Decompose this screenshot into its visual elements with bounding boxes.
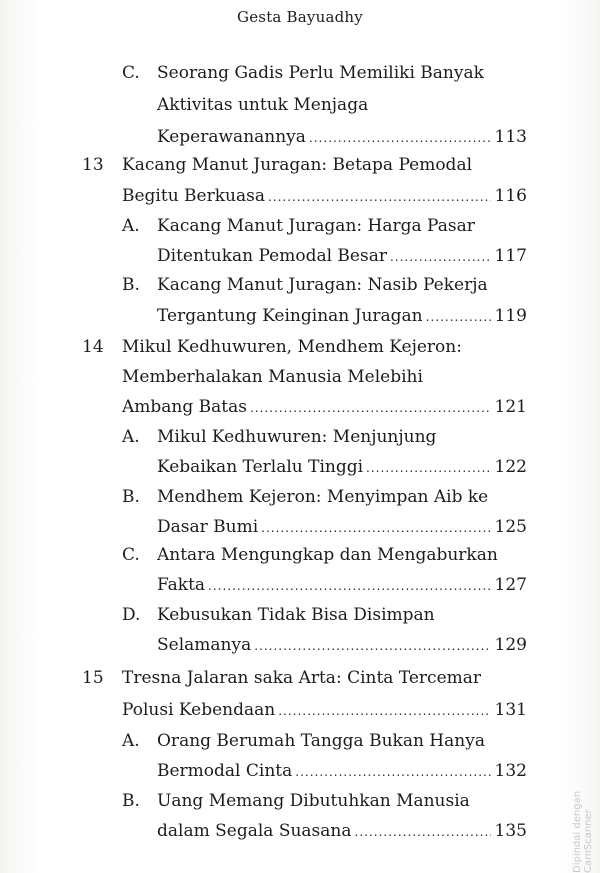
toc-entry-line: Orang Berumah Tangga Bukan Hanya (157, 731, 485, 751)
toc-entry-label: B. (122, 275, 140, 295)
toc-chapter-number: 15 (82, 668, 104, 688)
scanner-watermark: Dipindai dengan CamScanner (572, 790, 594, 873)
toc-page-number: 121 (494, 397, 527, 417)
toc-entry-line: Uang Memang Dibutuhkan Manusia (157, 791, 470, 811)
toc-chapter-line: Polusi Kebendaan (122, 700, 276, 720)
toc-entry-label: B. (122, 487, 140, 507)
toc-page-number: 119 (494, 306, 527, 326)
toc-entry-label: A. (122, 731, 140, 751)
toc-page-number: 122 (494, 457, 527, 477)
toc-entry-leader-line (157, 572, 527, 598)
toc-chapter-number: 14 (82, 337, 104, 357)
dot-leader (309, 125, 491, 151)
toc-entry-label: A. (122, 216, 140, 236)
toc-entry-leader-line (157, 514, 527, 540)
dot-leader (208, 573, 491, 599)
toc-entry-leader-line (157, 124, 527, 150)
toc-entry-line: Ditentukan Pemodal Besar (157, 246, 387, 266)
dot-leader (261, 515, 490, 541)
toc-page-number: 125 (494, 517, 527, 537)
toc-entry-line: Aktivitas untuk Menjaga (157, 95, 369, 115)
toc-chapter-leader-line (122, 697, 527, 723)
toc-entry-label: D. (122, 605, 141, 625)
toc-entry-line: Kebaikan Terlalu Tinggi (157, 457, 364, 477)
toc-entry-label: B. (122, 791, 140, 811)
toc-chapter-line: Mikul Kedhuwuren, Mendhem Kejeron: (122, 337, 462, 357)
toc-entry-label: C. (122, 545, 140, 565)
dot-leader (355, 819, 491, 845)
toc-page-number: 132 (494, 761, 527, 781)
toc-chapter-leader-line (122, 394, 527, 420)
toc-chapter-line: Ambang Batas (122, 397, 247, 417)
toc-entry-line: Fakta (157, 575, 206, 595)
toc-page-number: 116 (494, 186, 527, 206)
dot-leader (268, 184, 491, 210)
toc-entry-leader-line (157, 303, 527, 329)
toc-entry-line: Seorang Gadis Perlu Memiliki Banyak (157, 63, 484, 83)
toc-entry-line: Mikul Kedhuwuren: Menjunjung (157, 427, 437, 447)
toc-page-number: 127 (494, 575, 527, 595)
dot-leader (278, 698, 490, 724)
dot-leader (426, 304, 491, 330)
toc-chapter-number: 13 (82, 155, 104, 175)
toc-entry-line: Keperawanannya (157, 127, 306, 147)
toc-chapter-leader-line (122, 183, 527, 209)
toc-chapter-line: Begitu Berkuasa (122, 186, 265, 206)
toc-entry-line: dalam Segala Suasana (157, 821, 352, 841)
toc-chapter-line: Kacang Manut Juragan: Betapa Pemodal (122, 155, 473, 175)
toc-page-number: 129 (494, 635, 527, 655)
dot-leader (250, 395, 491, 421)
toc-page-number: 113 (494, 127, 527, 147)
toc-page-number: 131 (494, 700, 527, 720)
toc-entry-label: C. (122, 63, 140, 83)
toc-entry-label: A. (122, 427, 140, 447)
dot-leader (390, 244, 491, 270)
toc-entry-line: Selamanya (157, 635, 252, 655)
dot-leader (295, 759, 490, 785)
toc-entry-leader-line (157, 454, 527, 480)
toc-entry-line: Kacang Manut Juragan: Harga Pasar (157, 216, 475, 236)
toc-entry-leader-line (157, 243, 527, 269)
toc-entry-line: Dasar Bumi (157, 517, 259, 537)
toc-chapter-line: Tresna Jalaran saka Arta: Cinta Tercemar (122, 668, 482, 688)
toc-entry-leader-line (157, 818, 527, 844)
toc-entry-line: Tergantung Keinginan Juragan (157, 306, 423, 326)
dot-leader (366, 455, 491, 481)
running-head: Gesta Bayuadhy (237, 8, 363, 26)
toc-entry-leader-line (157, 758, 527, 784)
toc-page-number: 135 (494, 821, 527, 841)
toc-entry-leader-line (157, 632, 527, 658)
toc-page-number: 117 (494, 246, 527, 266)
toc-chapter-line: Memberhalakan Manusia Melebihi (122, 367, 423, 387)
toc-entry-line: Mendhem Kejeron: Menyimpan Aib ke (157, 487, 489, 507)
toc-entry-line: Kebusukan Tidak Bisa Disimpan (157, 605, 435, 625)
toc-entry-line: Antara Mengungkap dan Mengaburkan (157, 545, 498, 565)
toc-entry-line: Bermodal Cinta (157, 761, 293, 781)
dot-leader (254, 633, 490, 659)
toc-entry-line: Kacang Manut Juragan: Nasib Pekerja (157, 275, 488, 295)
